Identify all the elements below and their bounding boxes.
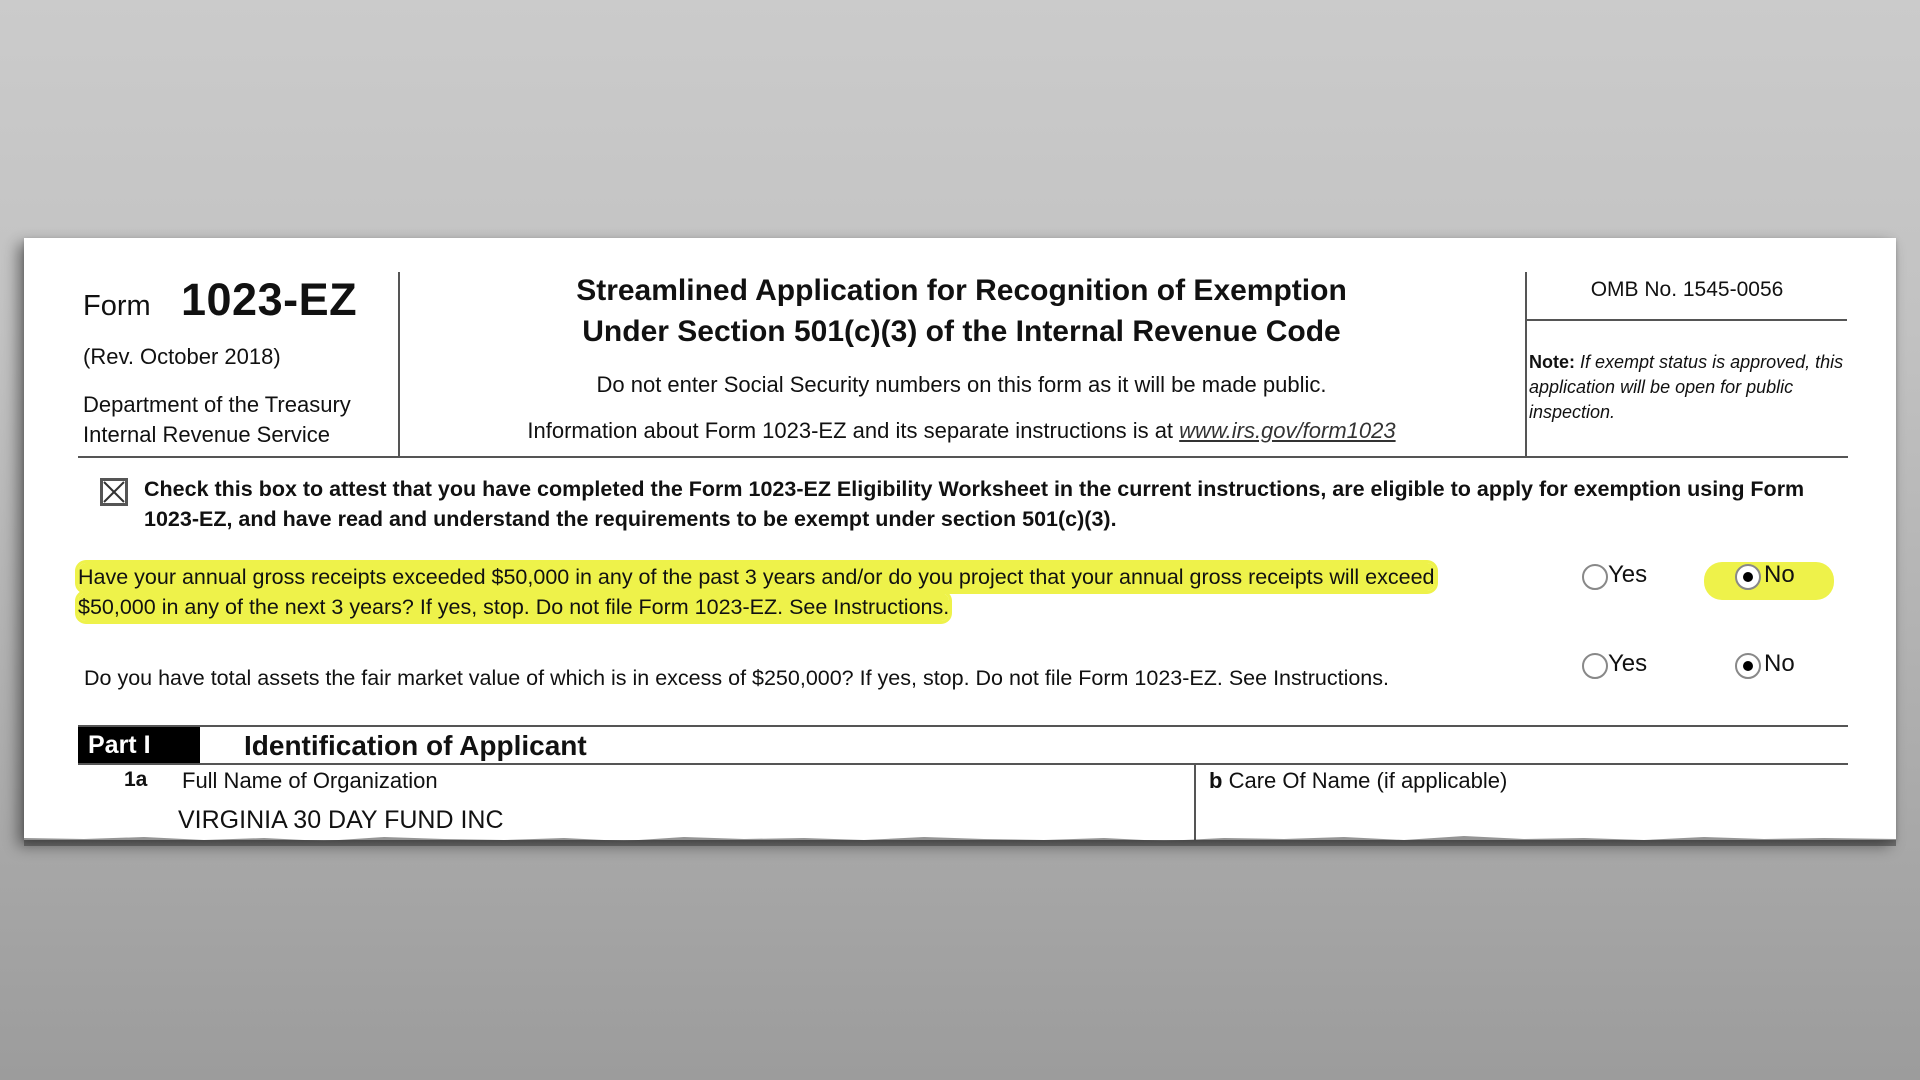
part1-title: Identification of Applicant xyxy=(244,730,587,761)
info-text: Information about Form 1023-EZ and its separate instructions is at xyxy=(527,418,1174,443)
form-title xyxy=(398,270,1525,352)
field-1a-label: Full Name of Organization xyxy=(182,768,438,793)
omb-divider xyxy=(1525,319,1847,321)
title-line1: Streamlined Application for Recognition of Exemption xyxy=(576,274,1347,307)
q2-yes-label: Yes xyxy=(1608,650,1648,677)
q1-no-label: No xyxy=(1764,561,1795,588)
header-bottom-rule xyxy=(78,456,1848,458)
irs-form-link[interactable]: www.irs.gov/form1023 xyxy=(1179,418,1396,443)
department-line1: Department of the Treasury xyxy=(83,392,351,417)
question-gross-receipts xyxy=(78,562,1538,622)
q2-yes-radio[interactable] xyxy=(1582,653,1608,679)
field-1a-number: 1a xyxy=(124,768,148,791)
department xyxy=(83,390,351,450)
q2-no-label: No xyxy=(1764,650,1795,677)
field-b-label xyxy=(1209,768,1507,794)
form-document xyxy=(24,238,1896,840)
field-b-text: Care Of Name (if applicable) xyxy=(1228,768,1508,793)
organization-name-field[interactable]: VIRGINIA 30 DAY FUND INC xyxy=(178,806,504,834)
attest-statement: Check this box to attest that you have completed the Form 1023-EZ Eligibility Worksheet in the current instructions, are eligible to apply for exemption using Form 1023-EZ, and have read and understand the requirements to be exempt under section 501(c)(3). xyxy=(144,477,1805,531)
q1-line2: $50,000 in any of the next 3 years? If yes, stop. Do not file Form 1023-EZ. See Instructions. xyxy=(78,595,950,619)
note-text: If exempt status is approved, this application will be open for public inspection. xyxy=(1529,352,1844,422)
q1-line1: Have your annual gross receipts exceeded $50,000 in any of the past 3 years and/or do you project that your annual gross receipts will exceed xyxy=(78,565,1435,589)
ssn-notice: Do not enter Social Security numbers on this form as it will be made public. xyxy=(596,372,1327,397)
q1-yes-radio[interactable] xyxy=(1582,564,1608,590)
attest-checkbox[interactable] xyxy=(100,478,128,506)
question-total-assets: Do you have total assets the fair market value of which is in excess of $250,000? If yes, stop. Do not file Form 1023-EZ. See Instructions. xyxy=(84,666,1389,690)
field-b-letter: b xyxy=(1209,768,1223,793)
torn-paper-edge xyxy=(24,834,1896,846)
part1-bottom-rule xyxy=(78,763,1848,765)
q1-no-radio[interactable] xyxy=(1735,564,1761,590)
note-label: Note: xyxy=(1529,352,1575,372)
q2-no-radio[interactable] xyxy=(1735,653,1761,679)
field-divider xyxy=(1194,765,1196,840)
title-line2: Under Section 501(c)(3) of the Internal Revenue Code xyxy=(582,315,1341,348)
form-revision: (Rev. October 2018) xyxy=(83,344,281,369)
checkbox-x-icon xyxy=(103,481,125,503)
public-inspection-note xyxy=(1529,350,1849,425)
q1-yes-label: Yes xyxy=(1608,561,1648,588)
care-of-name-field[interactable] xyxy=(1209,806,1829,836)
instructions-info xyxy=(398,418,1525,444)
part1-tab: Part I xyxy=(78,727,200,764)
form-label: Form xyxy=(83,290,151,322)
form-number: 1023-EZ xyxy=(181,274,358,325)
department-line2: Internal Revenue Service xyxy=(83,422,331,447)
omb-number: OMB No. 1545-0056 xyxy=(1590,278,1784,301)
